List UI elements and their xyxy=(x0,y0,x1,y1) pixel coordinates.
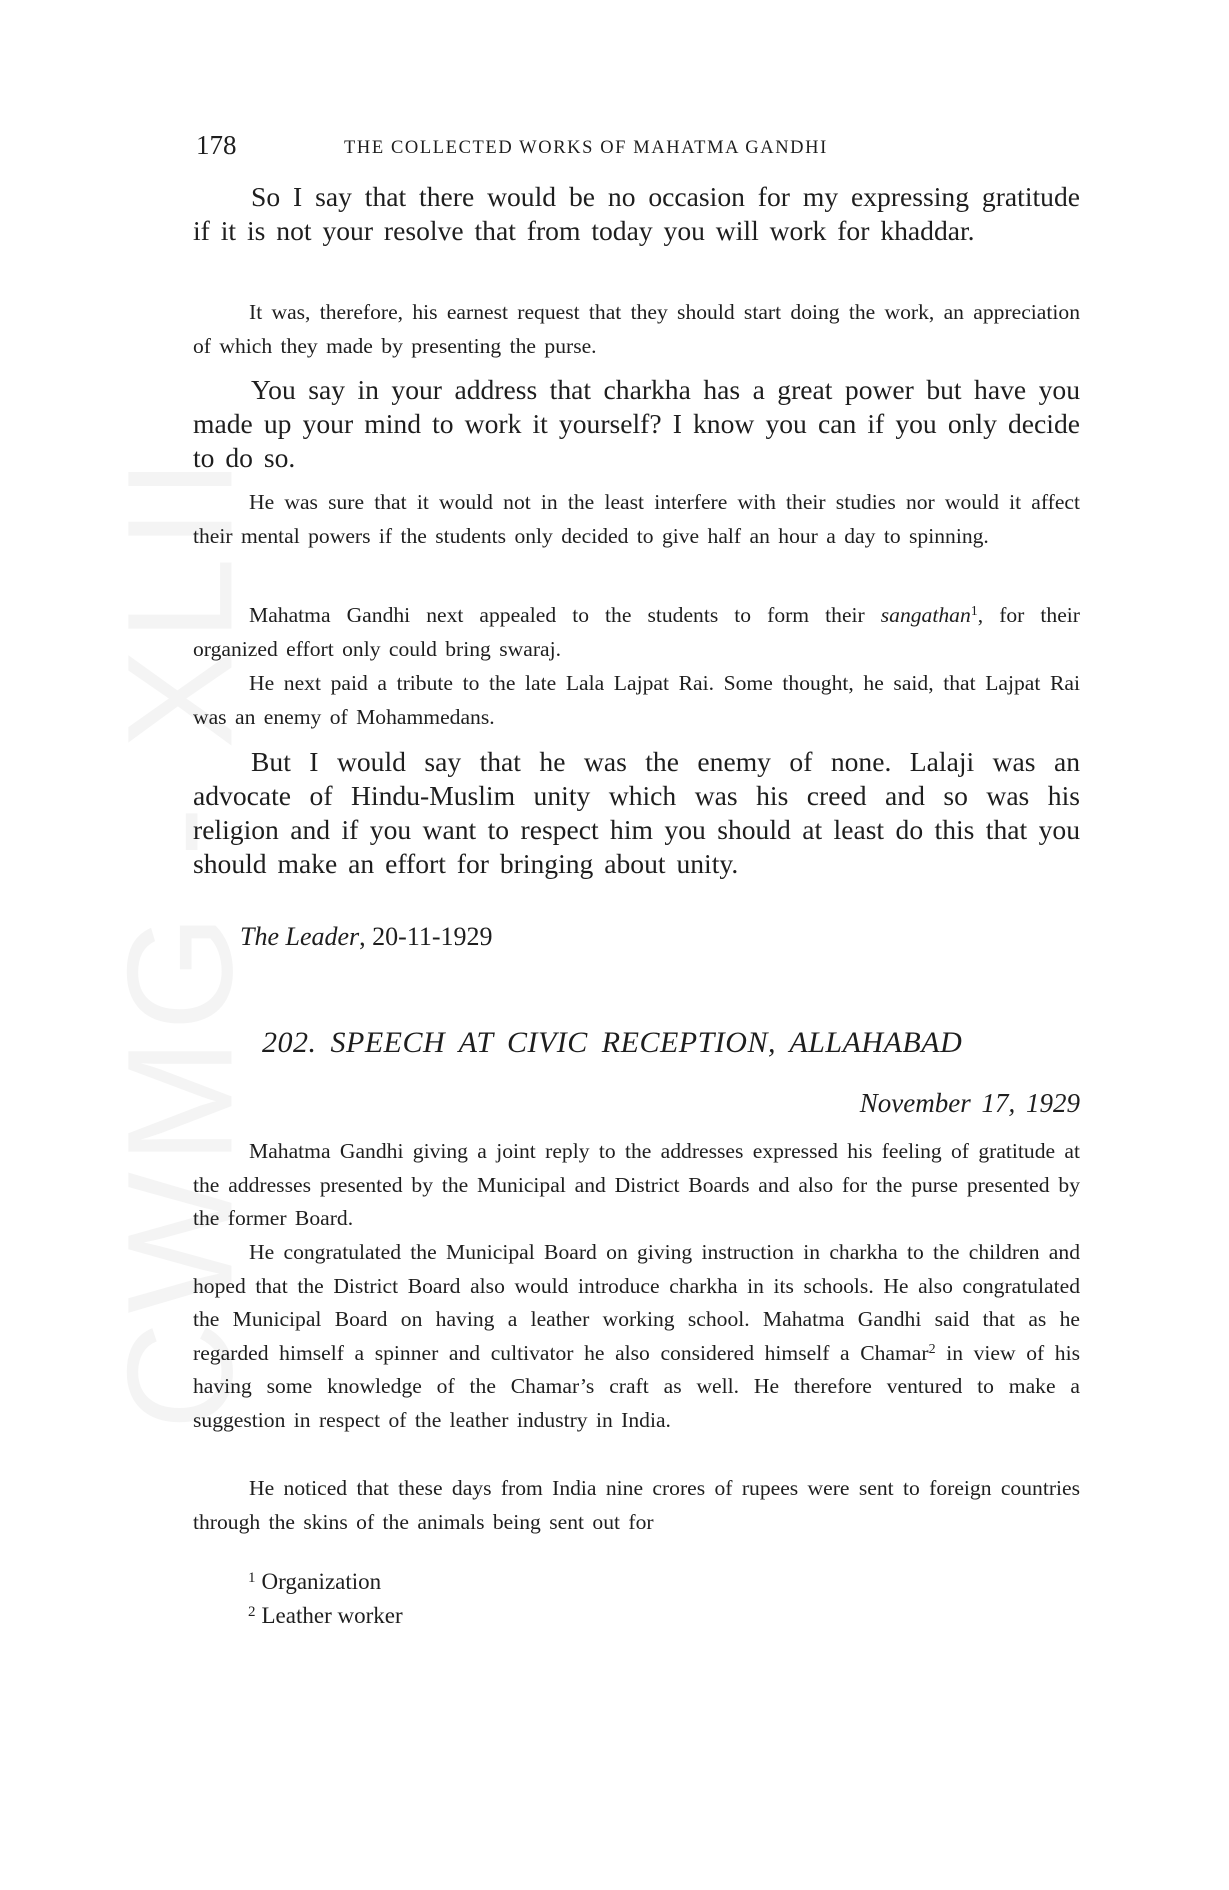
report-paragraph-1: It was, therefore, his earnest request that they should start doing the work, an appreciation of which they made by presenting the purse. xyxy=(193,300,1080,358)
section-paragraph-3: He noticed that these days from India nine crores of rupees were sent to foreign countries through the skins of the animals being sent out for xyxy=(193,1476,1080,1534)
section-dateline: November 17, 1929 xyxy=(859,1088,1080,1118)
source-date: , 20-11-1929 xyxy=(359,922,493,951)
section-paragraph-2-text-end: in view of his having some knowledge of the Chamar’s craft as well. He therefore ventured to make a suggestion in respect of the leather industry in India. xyxy=(193,1340,1081,1432)
quoted-speech-paragraph-3: But I would say that he was the enemy of none. Lalaji was an advocate of Hindu-Muslim unity which was his creed and so was his religion and if you want to respect him you should at least do this that you should make an effort for bringing about unity. xyxy=(193,746,1080,879)
sangathan-term: sangathan xyxy=(880,603,971,627)
page-header xyxy=(196,130,1080,170)
footnote-text: Leather worker xyxy=(261,1603,403,1628)
report-paragraph-3-text-end: , for their organized effort only could bring swaraj. xyxy=(193,603,1080,661)
quoted-speech-paragraph-2: You say in your address that charkha has a great power but have you made up your mind to work it yourself? I know you can if you only decide to do so. xyxy=(193,374,1080,473)
section-paragraph-2-text: He congratulated the Municipal Board on giving instruction in charkha to the children and hoped that the District Board also would introduce charkha in its schools. He also congratulated the Municipal Board on having a leather working school. Mahatma Gandhi said that as he regarded himself a spinner and cultivator he also considered himself a Chamar xyxy=(193,1240,1080,1365)
footnote xyxy=(248,1563,403,1597)
section-paragraph-1: Mahatma Gandhi giving a joint reply to the addresses expressed his feeling of gratitude at the addresses presented by the Municipal and District Boards and also for the purse presented by the former Board. xyxy=(193,1139,1080,1230)
footnote-marker: 2 xyxy=(248,1604,256,1620)
section-paragraph-2 xyxy=(193,1236,1080,1437)
page-number: 178 xyxy=(196,130,237,160)
report-paragraph-4: He next paid a tribute to the late Lala Lajpat Rai. Some thought, he said, that Lajpat Rai was an enemy of Mohammedans. xyxy=(193,671,1080,729)
footnote-text: Organization xyxy=(261,1569,382,1594)
footnote-ref-1: 1 xyxy=(970,604,978,619)
report-paragraph-3 xyxy=(193,599,1080,666)
report-paragraph-2: He was sure that it would not in the least interfere with their studies nor would it affect their mental powers if the students only decided to give half an hour a day to spinning. xyxy=(193,490,1080,548)
footnote-ref-2: 2 xyxy=(928,1341,936,1357)
footnote xyxy=(248,1597,403,1631)
source-citation xyxy=(240,922,493,952)
section-heading: 202. SPEECH AT CIVIC RECEPTION, ALLAHABAD xyxy=(262,1026,963,1059)
running-title: THE COLLECTED WORKS OF MAHATMA GANDHI xyxy=(344,138,828,158)
quoted-speech-paragraph-1: So I say that there would be no occasion for my expressing gratitude if it is not your resolve that from today you will work for khaddar. xyxy=(193,181,1080,246)
report-paragraph-3-text: Mahatma Gandhi next appealed to the students to form their xyxy=(249,603,881,627)
footnote-marker: 1 xyxy=(248,1570,256,1586)
footnotes xyxy=(248,1563,403,1631)
source-publication: The Leader xyxy=(240,922,360,951)
